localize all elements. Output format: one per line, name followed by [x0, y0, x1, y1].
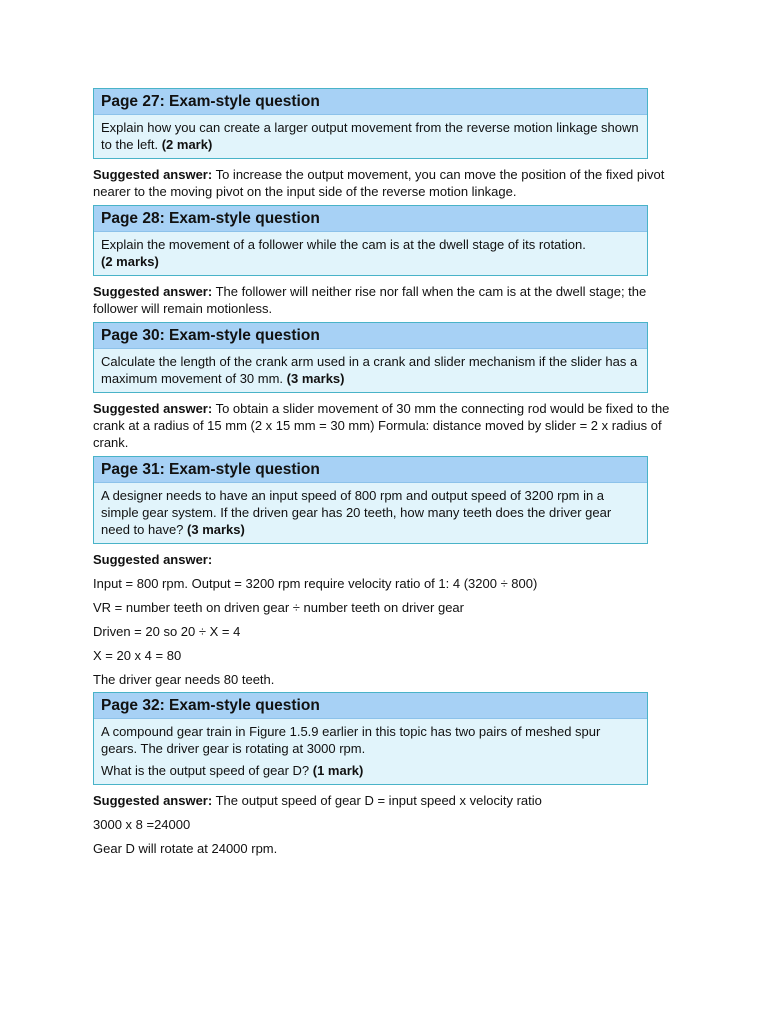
answer-label: Suggested answer:: [93, 401, 213, 416]
question-box-page-32: [93, 692, 648, 785]
question-box-page-28: [93, 205, 648, 276]
question-box-page-31: [93, 456, 648, 544]
marks: (2 marks): [101, 254, 159, 269]
marks: (2 mark): [161, 137, 213, 152]
suggested-answer: [93, 283, 683, 317]
marks: (3 marks): [187, 522, 245, 537]
answer-line: 3000 x 8 =24000: [93, 817, 191, 832]
marks: (1 mark): [312, 763, 364, 778]
document-page: [93, 88, 683, 864]
question-title: Page 31: Exam-style question: [94, 457, 647, 483]
question-text-2: What is the output speed of gear D? (1 mark): [101, 763, 364, 778]
answer-label: Suggested answer:: [93, 167, 213, 182]
answer-text: To obtain a slider movement of 30 mm the connecting rod would be fixed to the crank at a radius of 15 mm (2 x 15 mm = 30 mm) Formula: distance moved by slider = 2 x radius of crank.: [93, 401, 670, 450]
question-title: Page 27: Exam-style question: [94, 89, 647, 115]
answer-text: To increase the output movement, you can move the position of the fixed pivot nearer to the moving pivot on the input side of the reverse motion linkage.: [93, 167, 665, 199]
suggested-answer: [93, 166, 683, 200]
question-body: [94, 115, 647, 158]
answer-line: X = 20 x 4 = 80: [93, 648, 182, 663]
answer-label: Suggested answer:: [93, 284, 213, 299]
question-text: A compound gear train in Figure 1.5.9 earlier in this topic has two pairs of meshed spur gears. The driver gear is rotating at 3000 rpm.: [101, 724, 601, 756]
question-body: [94, 349, 647, 392]
question-body: [94, 232, 647, 275]
question-title: Page 30: Exam-style question: [94, 323, 647, 349]
question-title: Page 28: Exam-style question: [94, 206, 647, 232]
question-body: [94, 719, 647, 784]
suggested-answer: [93, 400, 683, 451]
answer-line: The driver gear needs 80 teeth.: [93, 672, 275, 687]
answer-text: The follower will neither rise nor fall when the cam is at the dwell stage; the follower will remain motionless.: [93, 284, 647, 316]
question-body: [94, 483, 647, 543]
question-title: Page 32: Exam-style question: [94, 693, 647, 719]
answer-text: The output speed of gear D = input speed x velocity ratio: [215, 793, 542, 808]
question-text: Explain how you can create a larger output movement from the reverse motion linkage shown to the left. (2 mark): [101, 120, 639, 152]
answer-line: Input = 800 rpm. Output = 3200 rpm require velocity ratio of 1: 4 (3200 ÷ 800): [93, 576, 538, 591]
answer-line: Gear D will rotate at 24000 rpm.: [93, 841, 278, 856]
answer-line: VR = number teeth on driven gear ÷ number teeth on driver gear: [93, 600, 464, 615]
suggested-answer: [93, 792, 683, 809]
suggested-answer-label: [93, 551, 683, 568]
marks: (3 marks): [286, 371, 345, 386]
answer-label: Suggested answer:: [93, 793, 213, 808]
question-text: A designer needs to have an input speed of 800 rpm and output speed of 3200 rpm in a simple gear system. If the driven gear has 20 teeth, how many teeth does the driver gear need to have? (3 marks): [101, 488, 612, 537]
question-text: Explain the movement of a follower while the cam is at the dwell stage of its rotation. (2 marks): [101, 237, 586, 269]
answer-line: Driven = 20 so 20 ÷ X = 4: [93, 624, 241, 639]
question-box-page-27: [93, 88, 648, 159]
question-box-page-30: [93, 322, 648, 393]
question-text: Calculate the length of the crank arm used in a crank and slider mechanism if the slider has a maximum movement of 30 mm. (3 marks): [101, 354, 638, 386]
answer-label: Suggested answer:: [93, 552, 213, 567]
